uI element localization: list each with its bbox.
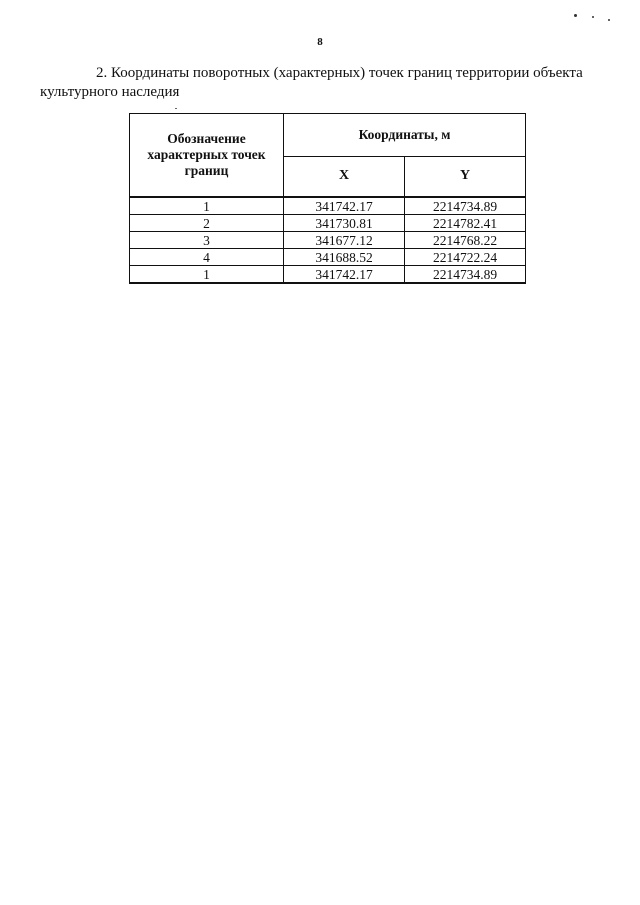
cell-y: 2214782.41 [405, 215, 526, 232]
header-x: X [284, 156, 405, 197]
cell-point: 3 [130, 232, 284, 249]
cell-y: 2214734.89 [405, 266, 526, 284]
cell-x: 341742.17 [284, 197, 405, 215]
header-point-designation: Обозначение характерных точек границ [130, 114, 284, 198]
cell-point: 2 [130, 215, 284, 232]
section-heading-line-2: культурного наследия [40, 84, 180, 100]
cell-point: 1 [130, 266, 284, 284]
cell-x: 341730.81 [284, 215, 405, 232]
page-number: 8 [317, 36, 323, 48]
section-heading [40, 64, 598, 102]
table-row [130, 232, 526, 249]
scan-speck [592, 16, 594, 18]
header-coordinates: Координаты, м [284, 114, 526, 157]
table-row [130, 197, 526, 215]
scan-speck [608, 19, 610, 21]
cell-x: 341677.12 [284, 232, 405, 249]
table-row [130, 266, 526, 284]
cell-x: 341688.52 [284, 249, 405, 266]
cell-x: 341742.17 [284, 266, 405, 284]
scan-speck [175, 108, 177, 109]
cell-y: 2214722.24 [405, 249, 526, 266]
coordinates-table [129, 113, 526, 284]
cell-y: 2214734.89 [405, 197, 526, 215]
table-row [130, 249, 526, 266]
header-y: Y [405, 156, 526, 197]
cell-point: 4 [130, 249, 284, 266]
scan-speck [574, 14, 577, 17]
table-row [130, 215, 526, 232]
cell-y: 2214768.22 [405, 232, 526, 249]
section-heading-line-1: 2. Координаты поворотных (характерных) точек границ территории объекта [96, 65, 583, 81]
cell-point: 1 [130, 197, 284, 215]
